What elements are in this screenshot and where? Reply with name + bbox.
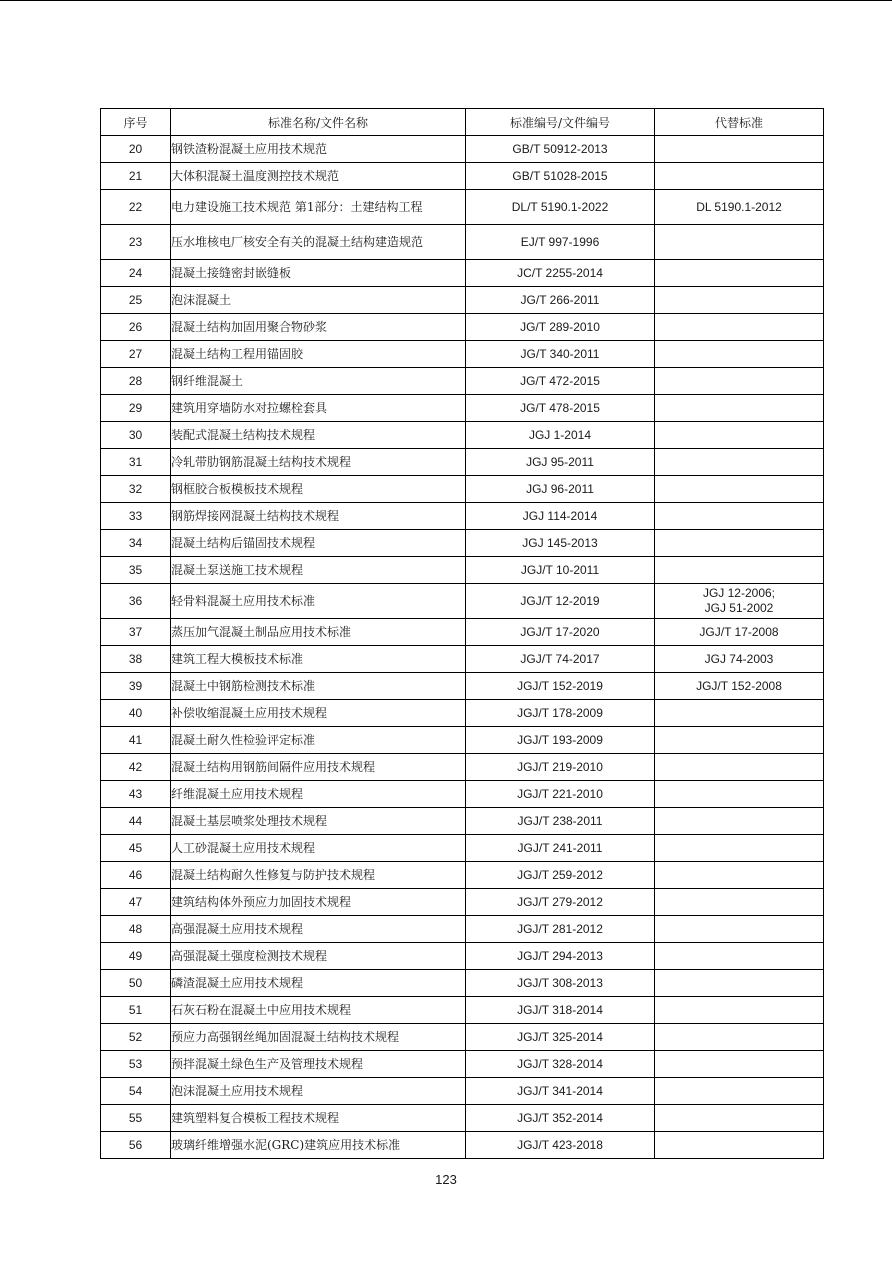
table-row (101, 1105, 824, 1132)
table-row (101, 557, 824, 584)
row-replaced-standard (655, 970, 824, 997)
row-standard-code: JGJ/T 325-2014 (466, 1024, 655, 1051)
table-row (101, 646, 824, 673)
row-standard-name: 钢纤维混凝土 (171, 368, 466, 395)
row-standard-code: JGJ/T 17-2020 (466, 619, 655, 646)
row-serial-number: 31 (101, 449, 171, 476)
row-standard-name: 冷轧带肋钢筋混凝土结构技术规程 (171, 449, 466, 476)
row-standard-name: 钢框胶合板模板技术规程 (171, 476, 466, 503)
page-number: 123 (435, 1172, 457, 1187)
row-serial-number: 21 (101, 163, 171, 190)
row-standard-code: JGJ/T 352-2014 (466, 1105, 655, 1132)
header-replaced-standard: 代替标准 (655, 109, 824, 136)
table-row (101, 476, 824, 503)
row-serial-number: 37 (101, 619, 171, 646)
row-replaced-standard: DL 5190.1-2012 (655, 190, 824, 225)
table-row (101, 530, 824, 557)
table-row (101, 781, 824, 808)
table-row (101, 997, 824, 1024)
row-serial-number: 55 (101, 1105, 171, 1132)
row-replaced-standard (655, 943, 824, 970)
row-serial-number: 23 (101, 225, 171, 260)
row-standard-name: 建筑用穿墙防水对拉螺栓套具 (171, 395, 466, 422)
row-serial-number: 42 (101, 754, 171, 781)
row-standard-code: JGJ/T 74-2017 (466, 646, 655, 673)
row-standard-code: JGJ/T 259-2012 (466, 862, 655, 889)
row-standard-name: 磷渣混凝土应用技术规程 (171, 970, 466, 997)
row-standard-name: 大体积混凝土温度测控技术规范 (171, 163, 466, 190)
row-standard-code: EJ/T 997-1996 (466, 225, 655, 260)
row-standard-code: JGJ/T 328-2014 (466, 1051, 655, 1078)
row-replaced-standard (655, 1024, 824, 1051)
row-replaced-standard (655, 727, 824, 754)
row-standard-code: JGJ/T 318-2014 (466, 997, 655, 1024)
row-replaced-standard (655, 314, 824, 341)
table-row (101, 190, 824, 225)
table-row (101, 163, 824, 190)
row-standard-name: 建筑塑料复合模板工程技术规程 (171, 1105, 466, 1132)
row-replaced-standard (655, 1051, 824, 1078)
row-replaced-standard (655, 395, 824, 422)
table-row (101, 341, 824, 368)
table-header-row (101, 109, 824, 136)
table-row (101, 943, 824, 970)
row-replaced-standard (655, 368, 824, 395)
row-standard-code: JGJ/T 341-2014 (466, 1078, 655, 1105)
row-replaced-standard (655, 225, 824, 260)
table-row (101, 584, 824, 619)
row-serial-number: 25 (101, 287, 171, 314)
row-serial-number: 48 (101, 916, 171, 943)
row-standard-code: JGJ/T 423-2018 (466, 1132, 655, 1159)
row-standard-code: JG/T 289-2010 (466, 314, 655, 341)
row-standard-code: JGJ 96-2011 (466, 476, 655, 503)
table-row (101, 287, 824, 314)
row-standard-name: 装配式混凝土结构技术规程 (171, 422, 466, 449)
row-serial-number: 46 (101, 862, 171, 889)
header-standard-code: 标准编号/文件编号 (466, 109, 655, 136)
row-serial-number: 51 (101, 997, 171, 1024)
row-standard-name: 人工砂混凝土应用技术规程 (171, 835, 466, 862)
row-standard-code: JG/T 266-2011 (466, 287, 655, 314)
row-serial-number: 33 (101, 503, 171, 530)
row-standard-name: 建筑工程大模板技术标准 (171, 646, 466, 673)
row-replaced-standard (655, 503, 824, 530)
row-standard-code: JGJ/T 279-2012 (466, 889, 655, 916)
row-serial-number: 39 (101, 673, 171, 700)
table-row (101, 700, 824, 727)
row-replaced-standard (655, 136, 824, 163)
row-standard-code: JGJ/T 241-2011 (466, 835, 655, 862)
table-row (101, 449, 824, 476)
table-row (101, 136, 824, 163)
row-standard-code: JGJ/T 10-2011 (466, 557, 655, 584)
table-row (101, 503, 824, 530)
table-row (101, 916, 824, 943)
row-standard-name: 建筑结构体外预应力加固技术规程 (171, 889, 466, 916)
row-standard-name: 纤维混凝土应用技术规程 (171, 781, 466, 808)
row-serial-number: 34 (101, 530, 171, 557)
row-replaced-standard (655, 476, 824, 503)
row-replaced-standard (655, 997, 824, 1024)
row-standard-code: JGJ/T 193-2009 (466, 727, 655, 754)
row-serial-number: 47 (101, 889, 171, 916)
row-replaced-standard (655, 260, 824, 287)
row-replaced-standard (655, 835, 824, 862)
row-replaced-standard (655, 754, 824, 781)
row-serial-number: 26 (101, 314, 171, 341)
row-standard-code: JG/T 478-2015 (466, 395, 655, 422)
row-standard-name: 混凝土耐久性检验评定标准 (171, 727, 466, 754)
row-serial-number: 49 (101, 943, 171, 970)
table-row (101, 673, 824, 700)
row-standard-code: JGJ 145-2013 (466, 530, 655, 557)
row-serial-number: 28 (101, 368, 171, 395)
row-standard-code: JGJ/T 152-2019 (466, 673, 655, 700)
row-standard-code: JGJ/T 281-2012 (466, 916, 655, 943)
table-body (101, 136, 824, 1159)
table-row (101, 422, 824, 449)
table-row (101, 1132, 824, 1159)
row-serial-number: 50 (101, 970, 171, 997)
row-replaced-standard: JGJ/T 152-2008 (655, 673, 824, 700)
row-standard-name: 钢筋焊接网混凝土结构技术规程 (171, 503, 466, 530)
row-replaced-standard (655, 341, 824, 368)
header-standard-name: 标准名称/文件名称 (171, 109, 466, 136)
row-standard-code: GB/T 51028-2015 (466, 163, 655, 190)
row-serial-number: 53 (101, 1051, 171, 1078)
row-replaced-standard (655, 530, 824, 557)
row-standard-name: 钢铁渣粉混凝土应用技术规范 (171, 136, 466, 163)
row-replaced-standard (655, 700, 824, 727)
row-replaced-standard: JGJ 12-2006; JGJ 51-2002 (655, 584, 824, 619)
row-serial-number: 44 (101, 808, 171, 835)
table-row (101, 260, 824, 287)
row-serial-number: 52 (101, 1024, 171, 1051)
row-serial-number: 41 (101, 727, 171, 754)
table-row (101, 970, 824, 997)
row-serial-number: 32 (101, 476, 171, 503)
row-standard-name: 混凝土中钢筋检测技术标准 (171, 673, 466, 700)
row-standard-name: 预应力高强钢丝绳加固混凝土结构技术规程 (171, 1024, 466, 1051)
row-standard-name: 混凝土结构工程用锚固胶 (171, 341, 466, 368)
row-standard-code: JGJ/T 219-2010 (466, 754, 655, 781)
row-standard-name: 玻璃纤维增强水泥(GRC)建筑应用技术标准 (171, 1132, 466, 1159)
row-standard-name: 泡沫混凝土 (171, 287, 466, 314)
row-standard-code: JC/T 2255-2014 (466, 260, 655, 287)
row-replaced-standard (655, 808, 824, 835)
row-serial-number: 43 (101, 781, 171, 808)
row-standard-code: JGJ/T 238-2011 (466, 808, 655, 835)
table-row (101, 225, 824, 260)
row-replaced-standard (655, 557, 824, 584)
row-serial-number: 30 (101, 422, 171, 449)
row-serial-number: 36 (101, 584, 171, 619)
table-row (101, 835, 824, 862)
row-standard-code: JGJ 95-2011 (466, 449, 655, 476)
row-replaced-standard (655, 1132, 824, 1159)
row-replaced-standard (655, 862, 824, 889)
row-standard-code: GB/T 50912-2013 (466, 136, 655, 163)
row-standard-name: 混凝土基层喷浆处理技术规程 (171, 808, 466, 835)
row-standard-code: DL/T 5190.1-2022 (466, 190, 655, 225)
table-row (101, 368, 824, 395)
row-standard-name: 混凝土接缝密封嵌缝板 (171, 260, 466, 287)
header-serial-number: 序号 (101, 109, 171, 136)
row-standard-name: 电力建设施工技术规范 第1部分：土建结构工程 (171, 190, 466, 225)
top-border-line (0, 0, 892, 1)
row-serial-number: 45 (101, 835, 171, 862)
row-serial-number: 56 (101, 1132, 171, 1159)
row-replaced-standard (655, 1105, 824, 1132)
row-replaced-standard (655, 422, 824, 449)
row-standard-name: 预拌混凝土绿色生产及管理技术规程 (171, 1051, 466, 1078)
table-row (101, 862, 824, 889)
row-standard-code: JGJ/T 221-2010 (466, 781, 655, 808)
row-standard-code: JGJ/T 308-2013 (466, 970, 655, 997)
row-replaced-standard (655, 449, 824, 476)
row-standard-code: JG/T 472-2015 (466, 368, 655, 395)
row-replaced-standard (655, 916, 824, 943)
table-row (101, 1024, 824, 1051)
table-row (101, 727, 824, 754)
row-standard-name: 压水堆核电厂核安全有关的混凝土结构建造规范 (171, 225, 466, 260)
table-row (101, 754, 824, 781)
row-serial-number: 38 (101, 646, 171, 673)
row-serial-number: 35 (101, 557, 171, 584)
row-standard-code: JGJ 114-2014 (466, 503, 655, 530)
row-replaced-standard: JGJ 74-2003 (655, 646, 824, 673)
table-row (101, 1051, 824, 1078)
row-serial-number: 22 (101, 190, 171, 225)
row-standard-name: 混凝土结构用钢筋间隔件应用技术规程 (171, 754, 466, 781)
row-serial-number: 27 (101, 341, 171, 368)
row-replaced-standard: JGJ/T 17-2008 (655, 619, 824, 646)
row-serial-number: 40 (101, 700, 171, 727)
row-standard-code: JGJ/T 178-2009 (466, 700, 655, 727)
row-standard-name: 混凝土结构后锚固技术规程 (171, 530, 466, 557)
table-row (101, 889, 824, 916)
row-standard-name: 补偿收缩混凝土应用技术规程 (171, 700, 466, 727)
row-serial-number: 20 (101, 136, 171, 163)
row-standard-name: 轻骨料混凝土应用技术标准 (171, 584, 466, 619)
row-standard-name: 泡沫混凝土应用技术规程 (171, 1078, 466, 1105)
row-standard-name: 高强混凝土强度检测技术规程 (171, 943, 466, 970)
row-standard-name: 石灰石粉在混凝土中应用技术规程 (171, 997, 466, 1024)
row-standard-name: 高强混凝土应用技术规程 (171, 916, 466, 943)
row-serial-number: 29 (101, 395, 171, 422)
row-replaced-standard (655, 287, 824, 314)
row-replaced-standard (655, 889, 824, 916)
table-row (101, 808, 824, 835)
table-row (101, 1078, 824, 1105)
row-standard-name: 混凝土泵送施工技术规程 (171, 557, 466, 584)
table-row (101, 395, 824, 422)
row-serial-number: 54 (101, 1078, 171, 1105)
row-standard-name: 蒸压加气混凝土制品应用技术标准 (171, 619, 466, 646)
table-row (101, 619, 824, 646)
row-standard-code: JGJ 1-2014 (466, 422, 655, 449)
row-standard-code: JGJ/T 12-2019 (466, 584, 655, 619)
row-standard-code: JGJ/T 294-2013 (466, 943, 655, 970)
row-standard-name: 混凝土结构耐久性修复与防护技术规程 (171, 862, 466, 889)
row-replaced-standard (655, 163, 824, 190)
table-row (101, 314, 824, 341)
standards-table (100, 108, 824, 1159)
row-replaced-standard (655, 1078, 824, 1105)
row-serial-number: 24 (101, 260, 171, 287)
row-standard-code: JG/T 340-2011 (466, 341, 655, 368)
row-standard-name: 混凝土结构加固用聚合物砂浆 (171, 314, 466, 341)
row-replaced-standard (655, 781, 824, 808)
